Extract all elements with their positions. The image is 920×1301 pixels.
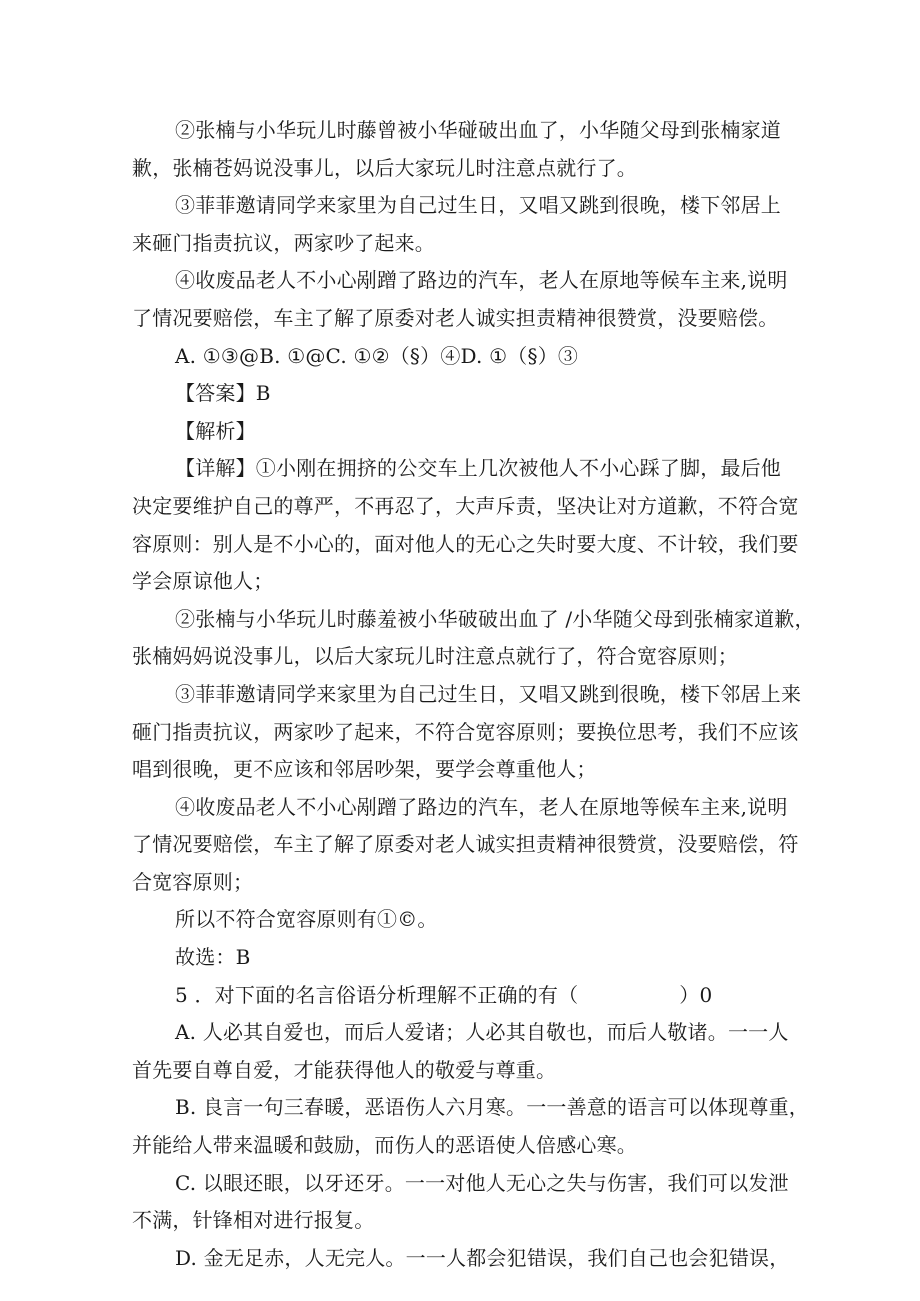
- text-line: 首先要自尊自爱，才能获得他人的敬爱与尊重。: [132, 1057, 557, 1082]
- text-line: 了情况要赔偿，车主了解了原委对老人诚实担责精神很赞赏，没要赔偿。: [132, 305, 779, 330]
- text-line: ②张楠与小华玩儿时藤羞被小华破破出血了 /小华随父母到张楠家道歉，: [175, 606, 815, 631]
- text-line: 不满，针锋相对进行报复。: [132, 1208, 375, 1233]
- text-line: ③菲菲邀请同学来家里为自己过生日，又唱又跳到很晚，楼下邻居上来: [175, 681, 802, 706]
- text-line: 歉，张楠苍妈说没事儿，以后大家玩儿时注意点就行了。: [132, 155, 637, 180]
- selection-line: 故选：B: [175, 945, 251, 970]
- option-d: D. 金无足赤，人无完人。一一人都会犯错误，我们自己也会犯错误，: [175, 1245, 790, 1270]
- text-line: 学会原谅他人；: [132, 569, 274, 594]
- text-line: ④收废品老人不小心剐蹭了路边的汽车，老人在原地等候车主来,说明: [175, 794, 788, 819]
- text-line: 决定要维护自己的尊严，不再忍了，大声斥责，坚决让对方道歉，不符合宽: [132, 493, 799, 518]
- conclusion-line: 所以不符合宽容原则有①©。: [175, 907, 438, 932]
- text-line: ④收废品老人不小心剐蹭了路边的汽车，老人在原地等候车主来,说明: [175, 268, 788, 293]
- question-heading: 5 ．对下面的名言俗语分析理解不正确的有（ ）0: [175, 982, 713, 1007]
- answer-label: 【答案】B: [175, 381, 271, 406]
- text-line: 张楠妈妈说没事儿，以后大家玩儿时注意点就行了，符合宽容原则；: [132, 644, 738, 669]
- analysis-label: 【解析】: [175, 418, 256, 443]
- text-line: 了情况要赔偿，车主了解了原委对老人诚实担责精神很赞赏，没要赔偿，符: [132, 832, 799, 857]
- text-line: 砸门指责抗议，两家吵了起来，不符合宽容原则；要换位思考，我们不应该: [132, 719, 799, 744]
- option-a: A. 人必其自爱也，而后人爱诸；人必其自敬也，而后人敬诸。一一人: [175, 1020, 789, 1045]
- text-line: 合宽容原则；: [132, 869, 254, 894]
- text-line: 唱到很晚，更不应该和邻居吵架，要学会尊重他人；: [132, 757, 597, 782]
- option-b: B. 良言一句三春暖，恶语伤人六月寒。一一善意的语言可以体现尊重，: [175, 1095, 810, 1120]
- text-line: 来砸门指责抗议，两家吵了起来。: [132, 230, 435, 255]
- text-line: 【详解】①小刚在拥挤的公交车上几次被他人不小心踩了脚，最后他: [175, 456, 781, 481]
- text-line: ③菲菲邀请同学来家里为自己过生日，又唱又跳到很晚，楼下邻居上: [175, 193, 781, 218]
- text-line: ②张楠与小华玩儿时藤曾被小华碰破出血了，小华随父母到张楠家道: [175, 118, 781, 142]
- answer-options: A. ①③@B. ①@C. ①②（§）④D. ①（§）③: [175, 343, 579, 368]
- text-line: 容原则：别人是不小心的，面对他人的无心之失时要大度、不计较，我们要: [132, 531, 799, 556]
- option-c: C. 以眼还眼，以牙还牙。一一对他人无心之失与伤害，我们可以发泄: [175, 1170, 789, 1195]
- text-line: 并能给人带来温暖和鼓励，而伤人的恶语使人倍感心寒。: [132, 1133, 637, 1158]
